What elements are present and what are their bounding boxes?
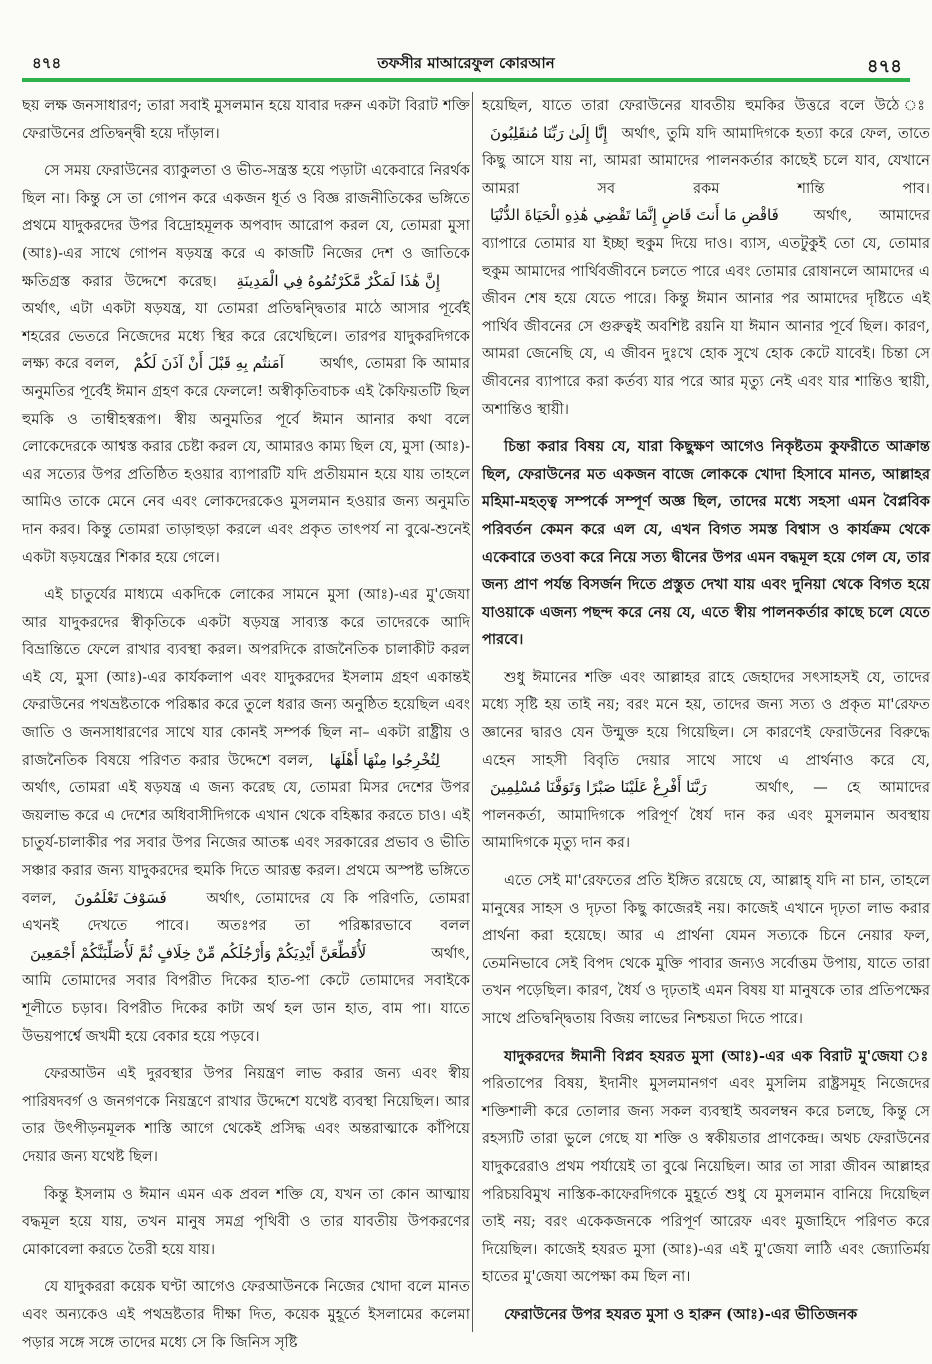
text: অর্থাৎ, তোমাদের যে কি পরিণতি, তোমরা এখনই দেখতে পাবে। অতঃপর তা পরিষ্কারভাবে বলল <box>22 889 471 935</box>
paragraph: ছয় লক্ষ জনসাধারণ; তারা সবাই মুসলমান হয়ে যাবার দরুন একটা বিরাট শক্তি ফেরাউনের প্রতিদ্বন্দ্বী হয়ে দাঁড়াল। <box>22 97 470 142</box>
column-divider <box>472 92 473 1332</box>
header-rule <box>22 78 910 82</box>
paragraph <box>22 157 470 571</box>
right-column <box>482 92 930 1332</box>
text: অর্থাৎ, — হে আমাদের পালনকর্তা, আমাদিগকে পরিপূর্ণ ধৈর্য দান কর এবং মুসলমান অবস্থায় আমাদিগকে মৃত্যু দান কর। <box>482 779 931 852</box>
page-header <box>20 48 912 76</box>
text: অর্থাৎ, আমি তোমাদের সবার বিপরীত দিকের হাত-পা কেটে তোমাদের সবাইকে শূলীতে চড়াব। বিপরীত দিকের কাটা অর্থ হল ডান হাত, বাম পা। যাতে উভয়পার্শ্বে জখমী হয়ে বেকার হয়ে পড়বে। <box>22 944 470 1045</box>
page-number-left: ৪৭৪ <box>32 54 62 72</box>
arabic-verse: لِتُخْرِجُوا مِنْهَا أَهْلَهَا <box>329 750 440 769</box>
paragraph: যে যাদুকররা কয়েক ঘণ্টা আগেও ফেরআউনকে নিজের খোদা বলে মানত এবং অন্যকেও এই পথভ্রষ্টতার দীক্ষা দিত, কয়েক মুহূর্তে ইসলামের কলেমা পড়ার সঙ্গে সঙ্গে তাদের মধ্যে সে কি জিনিস সৃষ্টি <box>22 1278 470 1351</box>
page-number-right: ৪৭৪ <box>866 56 902 77</box>
paragraph <box>22 581 470 1050</box>
paragraph: ফেরআউন এই দুরবস্থার উপর নিয়ন্ত্রণ লাভ করার জন্য এবং স্বীয় পারিষদবর্গ ও জনগণকে নিয়ন্ত্রণে রাখার উদ্দেশে যথেষ্ট ব্যবস্থা নিয়েছিল। আর তার উৎপীড়নমূলক শাস্তি আগে থেকেই প্রসিদ্ধ এবং অন্তরাত্মাকে কাঁপিয়ে দেয়ার জন্য যথেষ্ট ছিল। <box>22 1065 470 1165</box>
paragraph: চিন্তা করার বিষয় যে, যারা কিছুক্ষণ আগেও নিকৃষ্টতম কুফরীতে আক্রান্ত ছিল, ফেরাউনের মত একজন বাজে লোককে খোদা হিসাবে মানত, আল্লাহর মহিমা-মহত্ত্ব সম্পর্কে সম্পূর্ণ অজ্ঞ ছিল, তাদের মধ্যে সহসা এমন বৈপ্লবিক পরিবর্তন কেমন করে এল যে, এখন বিগত সমস্ত বিশ্বাস ও কার্যক্রম থেকে একেবারে তওবা করে নিয়ে সত্য দ্বীনের উপর এমন বদ্ধমূল হয়ে গেল যে, তার জন্য প্রাণ পর্যন্ত বিসর্জন দিতে প্রস্তুত দেখা যায় এবং দুনিয়া থেকে বিগত হয়ে যাওয়াকে এজন্য পছন্দ করে নেয় যে, এতে স্বীয় পালনকর্তার কাছে চলে যেতে পারবে। <box>482 438 930 649</box>
running-title: তফসীর মাআরেফুল কোরআন <box>377 54 555 72</box>
arabic-verse: رَبَّنَا أَفْرِغْ عَلَيْنَا صَبْرًا وَتَوَفَّنَا مُسْلِمِينَ <box>490 778 707 797</box>
text: অর্থাৎ, তোমরা কি আমার অনুমতির পূর্বেই ঈমান গ্রহণ করে ফেললে! অস্বীকৃতিবাচক এই কৈফিয়তটি ছিল হুমকি ও তাম্বীহস্বরূপ। স্বীয় অনুমতির পূর্বে ঈমান আনার কথা বলে লোকেদেরকে আশ্বস্ত করার চেষ্টা করল যে, আমারও কাম্য ছিল যে, মুসা (আঃ)-এর সত্যের উপর প্রতিষ্ঠিত হওয়ার ব্যাপারটি যদি প্রতীয়মান হয়ে যায় তাহলে আমিও তাকে মেনে নেব এবং লোকদেরকেও মুসলমান হওয়ার জন্য অনুমতি দান করব। কিন্তু তোমরা তাড়াহুড়া করলে এবং প্রকৃত তাৎপর্য না বুঝে-শুনেই একটা ষড়যন্ত্রের শিকার হয়ে গেলে। <box>22 355 470 566</box>
text: অর্থাৎ, তোমরা এই ষড়যন্ত্র এ জন্য করেছ যে, তোমরা মিসর দেশের উপর জয়লাভ করে এ দেশের অধিবাসীদিগকে এখান থেকে বহিষ্কার করতে চাও। এই চাতুর্য-চালাকীর পর সবার উপর নিজের আতঙ্ক এবং সরকারের প্রভাব ও ভীতি সঞ্চার করার জন্য যাদুকরদের হুমকি দিতে আরম্ভ করল। প্রথমে অস্পষ্ট ভঙ্গিতে বলল, <box>22 779 470 907</box>
arabic-verse: آمَنتُم بِهِ قَبْلَ أَنْ آذَنَ لَكُمْ <box>133 354 284 373</box>
text: অর্থাৎ, তুমি যদি আমাদিগকে হত্যা করে ফেল, তাতে কিছু আসে যায় না, আমরা আমাদের পালনকর্তার কাছেই চলে যাব, যেখানে আমরা সব রকম শান্তি পাব। <box>482 124 930 197</box>
text: এই চাতুর্যের মাধ্যমে একদিকে লোকের সামনে মুসা (আঃ)-এর মু'জেযা আর যাদুকরদের স্বীকৃতিকে একটা ষড়যন্ত্র সাব্যস্ত করে তাদেরকে আদি বিভ্রান্তিতে ফেলে রাখার ব্যবস্থা করল। অপরদিকে রাজনৈতিক চালাকীট করল এই যে, মুসা (আঃ)-এর কার্যকলাপ এবং যাদুকরদের ইসলাম গ্রহণ একান্তই ফেরাউনের পথভ্রষ্টতাকে পরিষ্কার করে তুলে ধরার জন্য অনুষ্ঠিত হয়েছিল এবং জাতি ও জনসাধারণের সাথে যার কোনই সম্পর্ক ছিল না– একটা রাষ্ট্রীয় ও রাজনৈতিক বিষয়ে পরিণত করার উদ্দেশে বলল, <box>22 586 470 769</box>
paragraph <box>482 664 930 857</box>
arabic-verse: إِنَّ هَٰذَا لَمَكْرٌ مَّكَرْتُمُوهُ فِي الْمَدِينَةِ <box>236 271 441 290</box>
paragraph <box>482 1043 930 1291</box>
arabic-verse: فَسَوْفَ تَعْلَمُونَ <box>74 888 167 907</box>
arabic-verse: فَاقْضِ مَا أَنتَ قَاضٍ إِنَّمَا تَقْضِي هَٰذِهِ الْحَيَاةَ الدُّنْيَا <box>490 206 779 225</box>
text: অর্থাৎ, এটা একটা ষড়যন্ত্র, যা তোমরা প্রতিদ্বন্দ্বিতার মাঠে আসার পূর্বেই শহরের ভেতরে নিজেদের মধ্যে স্থির করে রেখেছিলে। তারপর যাদুকরদিগকে লক্ষ্য করে বলল, <box>22 300 470 373</box>
arabic-verse: إِنَّا إِلَىٰ رَبِّنَا مُنقَلِبُونَ <box>490 123 608 142</box>
left-column <box>22 92 471 1351</box>
section-heading: ফেরাউনের উপর হযরত মুসা ও হারুন (আঃ)-এর ভীতিজনক <box>504 1305 858 1323</box>
paragraph: কিন্তু ইসলাম ও ঈমান এমন এক প্রবল শক্তি যে, যখন তা কোন আত্মায় বদ্ধমূল হয়ে যায়, তখন মানুষ সমগ্র পৃথিবী ও তার যাবতীয় উপকরণের মোকাবেলা করতে তৈরী হয়ে যায়। <box>22 1185 470 1258</box>
paragraph: এতে সেই মা'রেফতের প্রতি ইঙ্গিত রয়েছে যে, আল্লাহ্ যদি না চান, তাহলে মানুষের সাহস ও দৃঢ়তা কিছু কাজেরই নয়। কাজেই এখানে দৃঢ়তা লাভ করার প্রার্থনা করা হয়েছে। আর এ প্রার্থনা যেমন সত্যকে চিনে নেয়ার ফল, তেমনিভাবে সেই বিপদ থেকে মুক্তি পাবার জন্যও সর্বোত্তম উপায়, যাতে তারা তখন পড়েছিল। কারণ, ধৈর্য ও দৃঢ়তাই এমন বিষয় যা মানুষকে তার প্রতিপক্ষের সাথে প্রতিদ্বন্দ্বিতায় বিজয় লাভের নিশ্চয়তা দিতে পারে। <box>482 872 930 1027</box>
text: সে সময় ফেরাউনের ব্যাকুলতা ও ভীত-সন্ত্রস্ত হয়ে পড়াটা একেবারে নিরর্থক ছিল না। কিন্তু সে তা গোপন করে একজন ধূর্ত ও বিজ্ঞ রাজনীতিকের ভঙ্গিতে প্রথমে যাদুকরদের উপর বিদ্রোহমূলক অপবাদ আরোপ করল যে, তোমরা মুসা (আঃ)-এর সাথে গোপন ষড়যন্ত্র করে এ কাজটি নিজের দেশ ও জাতিকে ক্ষতিগ্রস্ত করার উদ্দেশে করেছ। <box>22 162 470 290</box>
text: পরিতাপের বিষয়, ইদানীং মুসলমানগণ এবং মুসলিম রাষ্ট্রসমূহ নিজেদের শক্তিশালী করে তোলার জন্য সকল ব্যবস্থাই অবলম্বন করে চলছে, কিন্তু সে রহস্যটি তারা ভুলে গেছে যা শক্তি ও স্বকীয়তার প্রাণকেন্দ্র। অথচ ফেরাউনের যাদুকরেরাও প্রথম পর্যায়েই তা বুঝে নিয়েছিল। আর তা সারা জীবন আল্লাহর পরিচয়বিমুখ নাস্তিক-কাফেরদিগকে মুহূর্তে শুধু যে মুসলমান বানিয়ে দিয়েছিল তাই নয়; বরং একেকজনকে পরিপূর্ণ আরেফ এবং মুজাহিদে পরিণত করে দিয়েছিল। কাজেই হযরত মুসা (আঃ)-এর এই মু'জেযা লাঠি এবং জ্যোতির্ময় হাতের মু'জেযা অপেক্ষা কম ছিল না। <box>482 1075 930 1286</box>
text: অর্থাৎ, আমাদের ব্যাপারে তোমার যা ইচ্ছা হুকুম দিয়ে দাও। ব্যাস, এতটুকুই তো যে, তোমার হুকুম আমাদের পার্থিবজীবনে চলতে পারে এবং তোমার রোষানলে আমাদের এ জীবন শেষ হয়ে যেতে পারে। কিন্তু ঈমান আনার পর আমাদের দৃষ্টিতে এই পার্থিব জীবনের সে গুরুত্বই অবশিষ্ট রয়নি যা ঈমান আনার পূর্বে ছিল। কারণ, আমরা জেনেছি যে, এ জীবন দুঃখে হোক সুখে হোক কেটে যাবেই। চিন্তা সে জীবনের ব্যাপারে করা কর্তব্য যার পরে আর মৃত্যু নেই এবং যার শান্তিও স্থায়ী, অশান্তিও স্থায়ী। <box>482 207 930 418</box>
arabic-verse: لَأُقَطِّعَنَّ أَيْدِيَكُمْ وَأَرْجُلَكُم مِّنْ خِلَافٍ ثُمَّ لَأُصَلِّبَنَّكُمْ أَجْمَعِينَ <box>30 943 367 962</box>
text: শুধু ঈমানের শক্তি এবং আল্লাহর রাহে জেহাদের সৎসাহসই যে, তাদের মধ্যে সৃষ্টি হয় তাই নয়; বরং মনে হয়, তাদের জন্য সত্য ও প্রকৃত মা'রেফত জ্ঞানের দ্বারও যেন উন্মুক্ত হয়ে গিয়েছিল। সে কারণেই ফেরাউনের বিরুদ্ধে এহেন সাহসী বিবৃতি দেয়ার সাথে সাথে এ প্রার্থনাও করে যে, <box>482 668 930 769</box>
text: হয়েছিল, যাতে তারা ফেরাউনের যাবতীয় হুমকির উত্তরে বলে উঠে ঃ <box>482 97 930 114</box>
section-heading: যাদুকরদের ঈমানী বিপ্লব হযরত মুসা (আঃ)-এর এক বিরাট মু'জেযা ঃ <box>504 1047 930 1065</box>
paragraph <box>482 92 930 423</box>
